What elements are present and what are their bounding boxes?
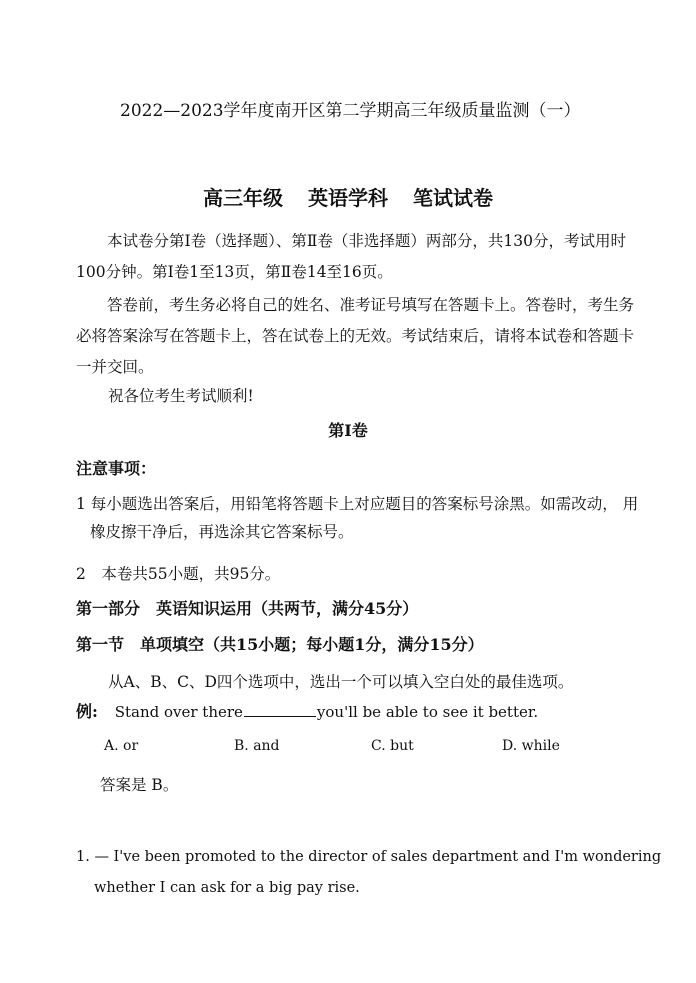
intro-paragraph-2: 答卷前，考生务必将自己的姓名、准考证号填写在答题卡上。答卷时，考生务必将答案涂写在答题卡上，答在试卷上的无效。考试结束后，请将本试卷和答题卡一并交回。 bbox=[76, 296, 635, 376]
example-option-b: B. and bbox=[234, 738, 280, 754]
example-option-d: D. while bbox=[502, 738, 560, 754]
example-answer: 答案是 B。 bbox=[100, 776, 179, 794]
example-stem-before: Stand over there bbox=[114, 703, 243, 721]
example-option-a: A. or bbox=[104, 738, 139, 754]
exam-title: 2022—2023学年度南开区第二学期高三年级质量监测（一） bbox=[120, 101, 581, 121]
example-question bbox=[76, 699, 538, 722]
grade-label: 高三年级 bbox=[203, 186, 284, 210]
example-option-c: C. but bbox=[371, 738, 414, 754]
section-1-heading: 第一节 单项填空（共15小题；每小题1分，满分15分） bbox=[76, 635, 484, 654]
wish-text: 祝各位考生考试顺利! bbox=[108, 387, 254, 405]
notes-heading: 注意事项： bbox=[76, 459, 157, 478]
paper-type-label: 笔试试卷 bbox=[412, 186, 493, 210]
note-1-line-1: 1 每小题选出答案后，用铅笔将答题卡上对应题目的答案标号涂黑。如需改动， 用 bbox=[76, 495, 639, 513]
subject-label: 英语学科 bbox=[308, 186, 388, 210]
note-2: 2 本卷共55小题，共95分。 bbox=[76, 565, 281, 583]
note-1-line-2: 橡皮擦干净后，再选涂其它答案标号。 bbox=[90, 523, 354, 541]
part-1-heading: 第一部分 英语知识运用（共两节，满分45分） bbox=[76, 599, 419, 618]
example-stem-after: you'll be able to see it better. bbox=[316, 703, 539, 721]
intro-paragraph-1: 本试卷分第Ⅰ卷（选择题）、第Ⅱ卷（非选择题）两部分，共130分，考试用时100分钟。第Ⅰ卷1至13页，第Ⅱ卷14至16页。 bbox=[76, 232, 626, 281]
question-1-line-2: whether I can ask for a big pay rise. bbox=[94, 880, 360, 896]
question-1-line-1: 1. — I've been promoted to the director of sales department and I'm wondering bbox=[76, 849, 662, 865]
example-label: 例: bbox=[76, 702, 98, 721]
volume-heading: 第Ⅰ卷 bbox=[328, 421, 368, 440]
answer-blank bbox=[244, 702, 316, 717]
section-instruction: 从A、B、C、D四个选项中，选出一个可以填入空白处的最佳选项。 bbox=[108, 673, 574, 691]
paper-title bbox=[0, 182, 696, 211]
